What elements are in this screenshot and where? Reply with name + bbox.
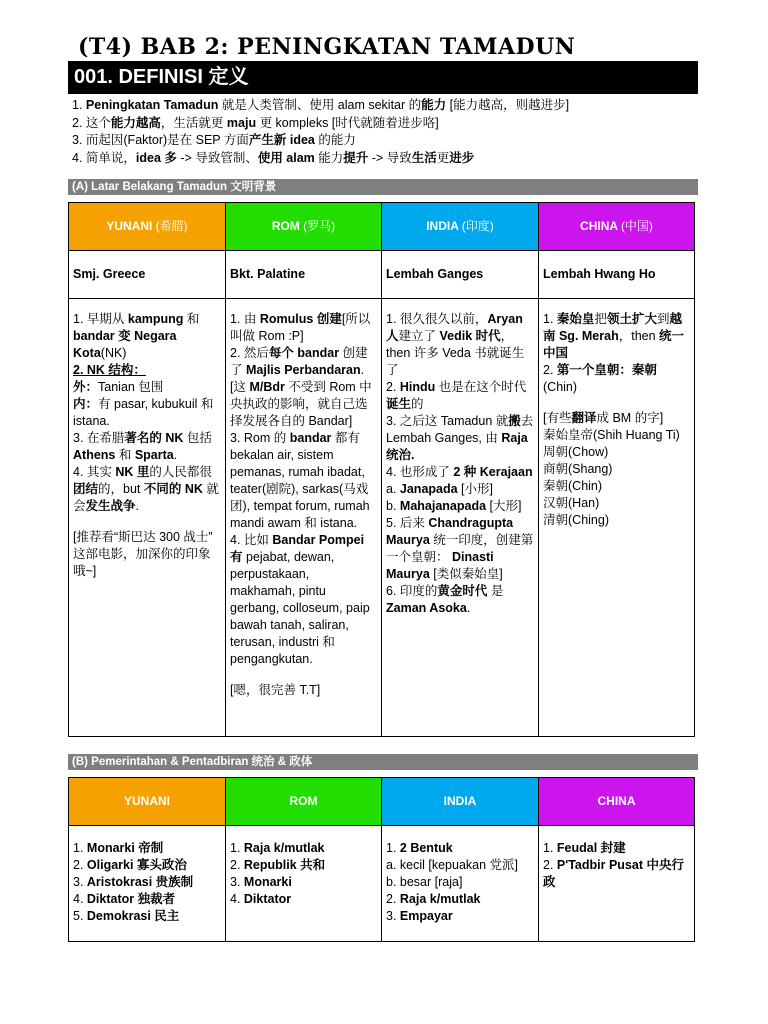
cell-line: 4. 也形成了 2 种 Kerajaan [386, 465, 533, 479]
content-cell-china [539, 299, 695, 737]
cell-line: 2. Republik 共和 [230, 858, 326, 872]
table-row [69, 826, 695, 942]
location-cell-china: Lembah Hwang Ho [539, 251, 695, 299]
content-cell-yunani [69, 826, 226, 942]
content-cell-india [382, 826, 539, 942]
location-cell-yunani: Smj. Greece [69, 251, 226, 299]
cell-line: 4. 比如 Bandar Pompei 有 pejabat, dewan, perpustakaan, makhamah, pintu gerbang, colloseum, paip bawah tanah, saliran, terusan, industri 和 pengangkutan. [230, 533, 370, 666]
cell-line: 5. 后来 Chandragupta Maurya 统一印度，创建第一个皇朝： Dinasti Maurya [类似秦始皇] [386, 516, 534, 581]
definisi-item: 2. 这个能力越高，生活就更 maju 更 kompleks [时代就随着进步咯] [72, 115, 439, 130]
cell-line [230, 668, 377, 682]
content-cell-rom [226, 299, 382, 737]
cell-line: 1. 早期从 kampung 和 bandar 变 Negara Kota(NK) [73, 312, 200, 360]
cell-line: [推荐看“斯巴达 300 战士” 这部电影，加深你的印象哦~] [73, 530, 213, 578]
content-cell-rom [226, 826, 382, 942]
column-header-india: INDIA [382, 778, 539, 826]
cell-line: 3. Empayar [386, 909, 453, 923]
section-a-table [68, 202, 695, 737]
section-a-header: (A) Latar Belakang Tamadun 文明背景 [68, 179, 698, 195]
column-header-rom: ROM (罗马) [226, 203, 382, 251]
cell-line: 外：Tanian 包围 [73, 380, 164, 394]
page-title: (T4) BAB 2: PENINGKATAN TAMADUN [78, 34, 576, 60]
cell-line: 5. Demokrasi 民主 [73, 909, 180, 923]
cell-line: 4. 其实 NK 里的人民都很团结的，but 不同的 NK 就会发生战争. [73, 465, 219, 513]
cell-line: 汉朝(Han) [543, 496, 600, 510]
table-row [69, 299, 695, 737]
cell-line: 1. Feudal 封建 [543, 841, 626, 855]
cell-line: 1. 秦始皇把领土扩大到越南 Sg. Merah，then 统一中国 [543, 312, 685, 360]
cell-line: a. kecil [kepuakan 党派] [386, 858, 519, 872]
location-cell-india: Lembah Ganges [382, 251, 539, 299]
table-row [69, 251, 695, 299]
column-header-yunani: YUNANI [69, 778, 226, 826]
cell-line: 3. Aristokrasi 贵族制 [73, 875, 194, 889]
cell-line: 清朝(Ching) [543, 513, 609, 527]
definisi-item: 1. Peningkatan Tamadun 就是人类管制、使用 alam sekitar 的能力 [能力越高，则越进步] [72, 98, 570, 112]
cell-line: 2. Oligarki 寡头政治 [73, 858, 187, 872]
content-cell-india [382, 299, 539, 737]
cell-line: 2. Hindu 也是在这个时代诞生的 [386, 380, 527, 411]
cell-line: 秦始皇帝(Shih Huang Ti) [543, 428, 680, 442]
section-b-table [68, 777, 695, 942]
cell-line: 2. 然后每个 bandar 创建了 Majlis Perbandaran. [这 M/Bdr 不受到 Rom 中央执政的影响，就自己选择发展各自的 Bandar] [230, 346, 372, 428]
column-header-china: CHINA (中国) [539, 203, 695, 251]
cell-line: 3. 之后这 Tamadun 就搬去 Lembah Ganges, 由 Raja 统治. [386, 414, 534, 462]
cell-line: b. besar [raja] [386, 875, 463, 889]
content-cell-china [539, 826, 695, 942]
cell-line: 1. Monarki 帝制 [73, 841, 164, 855]
location-cell-rom: Bkt. Palatine [226, 251, 382, 299]
column-header-rom: ROM [226, 778, 382, 826]
cell-line: 3. Monarki [230, 875, 292, 889]
cell-line: 1. 2 Bentuk [386, 841, 453, 855]
cell-line: 商朝(Shang) [543, 462, 613, 476]
cell-line: 2. P'Tadbir Pusat 中央行政 [543, 858, 684, 889]
column-header-yunani: YUNANI (希腊) [69, 203, 226, 251]
definisi-item: 3. 而起因(Faktor)是在 SEP 方面产生新 idea 的能力 [72, 133, 356, 147]
cell-line: 3. 在希腊著名的 NK 包括 Athens 和 Sparta. [73, 431, 212, 462]
cell-line [73, 515, 221, 529]
cell-line: 3. Rom 的 bandar 都有 bekalan air, sistem pemanas, rumah ibadat, teater(剧院), sarkas(马戏团), tempat forum, rumah mandi awam 和 istana. [230, 431, 370, 530]
definisi-list [72, 97, 698, 167]
definisi-item: 4. 简单说，idea 多 -> 导致管制、使用 alam 能力提升 -> 导致生活更进步 [72, 150, 475, 165]
cell-line: 4. Diktator 独裁者 [73, 892, 176, 906]
cell-line [543, 396, 690, 410]
cell-line: 2. NK 结构： [73, 363, 146, 377]
cell-line: a. Janapada [小形] [386, 482, 493, 496]
cell-line: 6. 印度的黄金时代 是 Zaman Asoka. [386, 584, 504, 615]
cell-line: 周朝(Chow) [543, 445, 609, 459]
cell-line: 4. Diktator [230, 892, 292, 906]
cell-line: [嗯，很完善 T.T] [230, 683, 321, 697]
cell-line: 内：有 pasar, kubukuil 和 istana. [73, 397, 214, 428]
content-cell-yunani [69, 299, 226, 737]
definisi-header: 001. DEFINISI 定义 [68, 61, 698, 94]
column-header-china: CHINA [539, 778, 695, 826]
column-header-india: INDIA (印度) [382, 203, 539, 251]
cell-line: b. Mahajanapada [大形] [386, 499, 522, 513]
cell-line: 1. Raja k/mutlak [230, 841, 325, 855]
cell-line: 1. 由 Romulus 创建[所以叫做 Rom :P] [230, 312, 371, 343]
table-header-row [69, 203, 695, 251]
cell-line: [有些翻译成 BM 的字] [543, 411, 664, 425]
section-b-header: (B) Pemerintahan & Pentadbiran 统治 & 政体 [68, 754, 698, 770]
cell-line: 1. 很久很久以前，Aryan 人建立了 Vedik 时代，then 许多 Veda 书就诞生了 [386, 312, 525, 377]
cell-line: 2. Raja k/mutlak [386, 892, 481, 906]
cell-line: 秦朝(Chin) [543, 479, 603, 493]
cell-line: 2. 第一个皇朝：秦朝 (Chin) [543, 363, 657, 394]
table-header-row [69, 778, 695, 826]
